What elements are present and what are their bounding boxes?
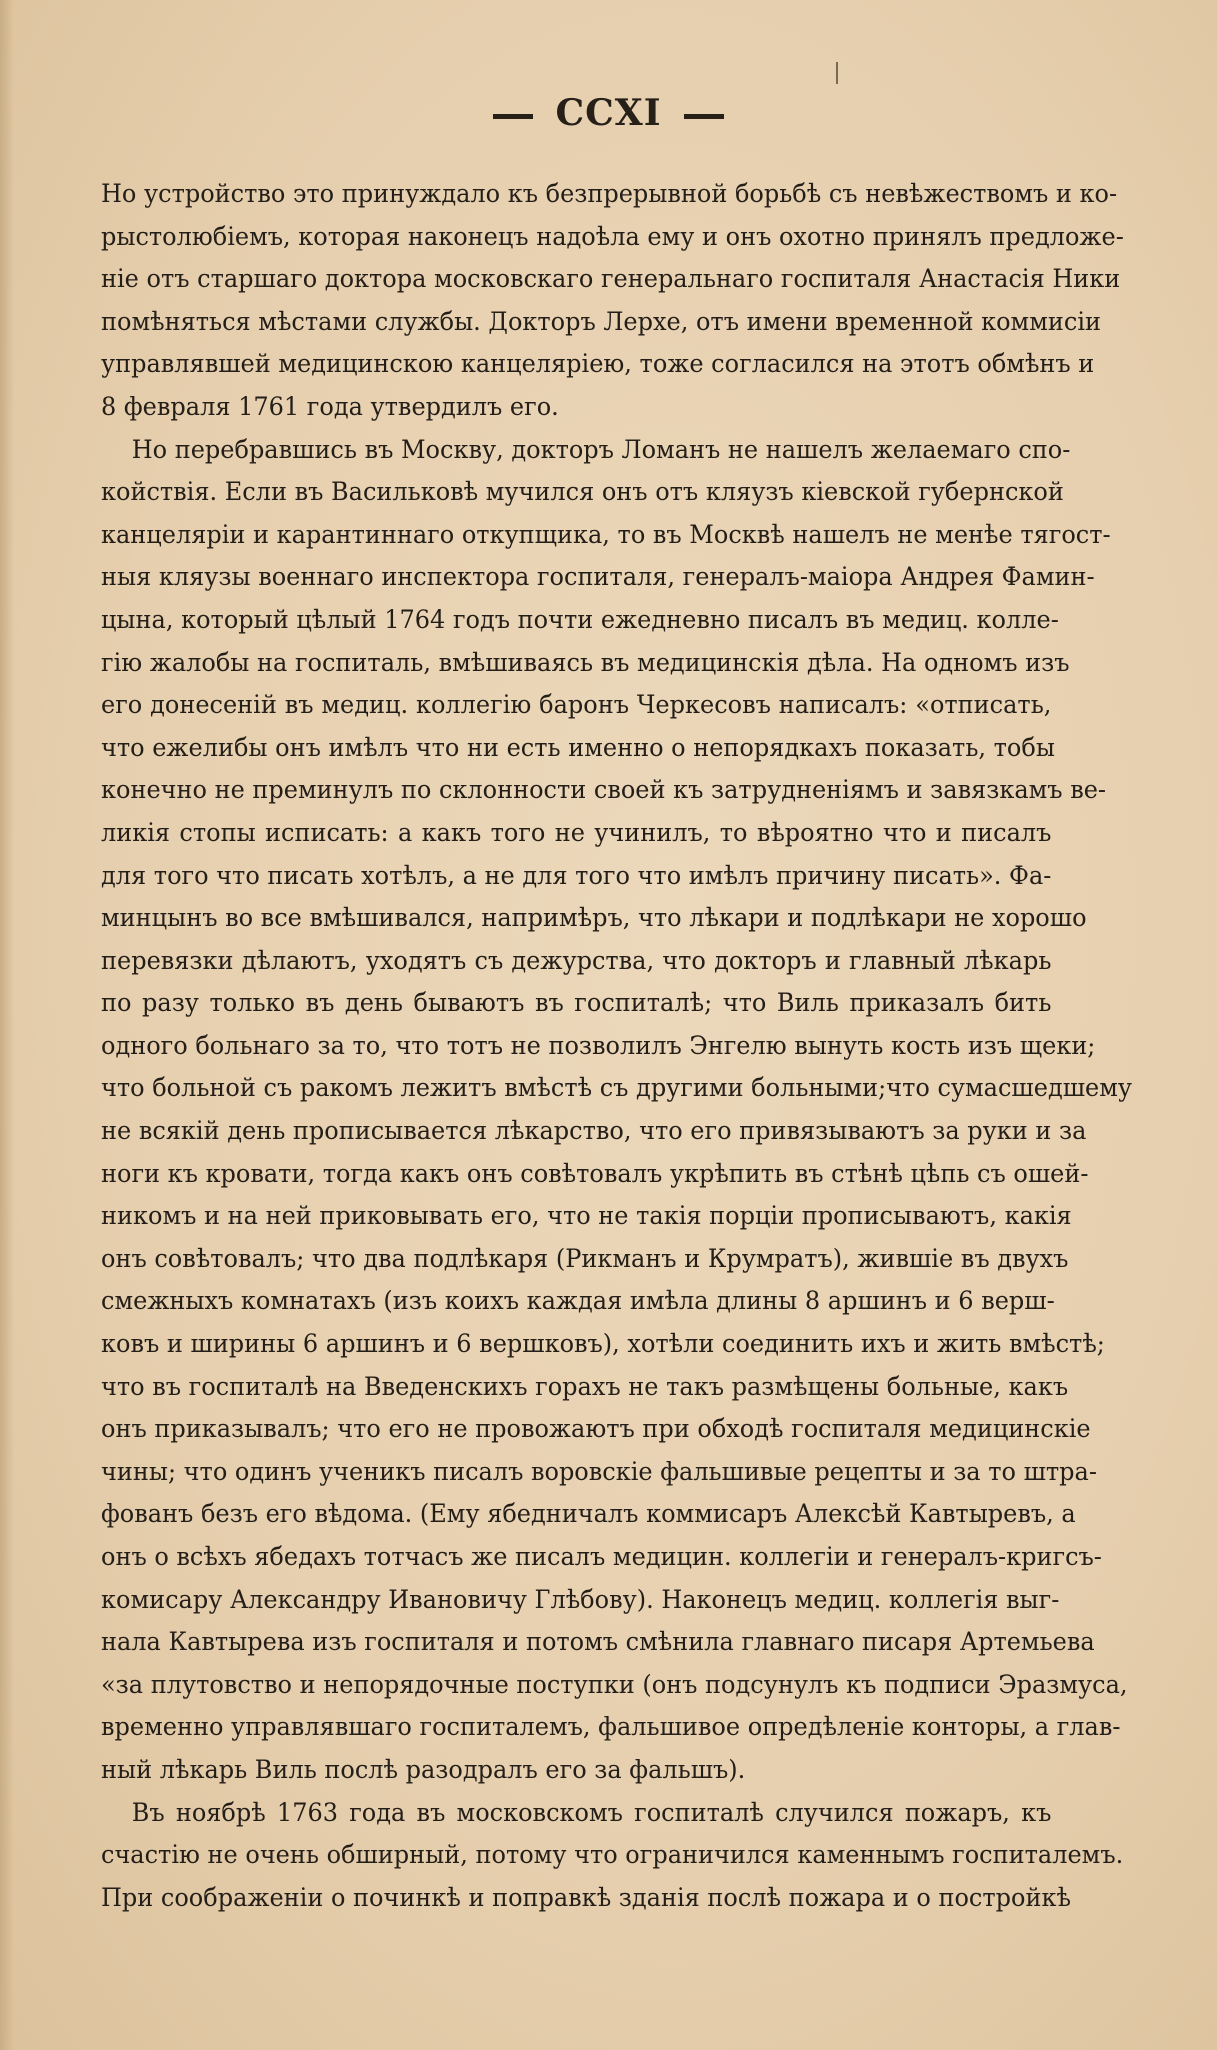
text-line: одного больнаго за то, что тотъ не позволилъ Энгелю вынуть кость изъ щеки;: [101, 1030, 1096, 1060]
body-text: [101, 173, 1133, 1919]
text-line: конечно не преминулъ по склонности своей къ затрудненіямъ и завязкамъ ве-: [101, 775, 1107, 805]
text-line: ныя кляузы военнаго инспектора госпиталя, генералъ-маіора Андрея Фамин-: [101, 562, 1095, 592]
header-dash-left: [493, 114, 533, 119]
text-line: онъ совѣтовалъ; что два подлѣкаря (Рикманъ и Крумратъ), жившіе въ двухъ: [101, 1243, 1069, 1273]
text-line: 8 февраля 1761 года утвердилъ его.: [101, 391, 559, 421]
print-mark: [836, 62, 838, 84]
text-line: что въ госпиталѣ на Введенскихъ горахъ не такъ размѣщены больные, какъ: [101, 1371, 1069, 1401]
text-line: ный лѣкарь Виль послѣ разодралъ его за фальшъ).: [101, 1754, 746, 1784]
text-line: ніе отъ старшаго доктора московскаго генеральнаго госпиталя Анастасія Ники: [101, 264, 1121, 294]
text-line: не всякій день прописывается лѣкарство, что его привязываютъ за руки и за: [101, 1116, 1087, 1146]
text-line: по разу только въ день бываютъ въ госпиталѣ; что Виль приказалъ бить: [101, 988, 1052, 1018]
text-line: Но перебравшись въ Москву, докторъ Ломанъ не нашелъ желаемаго спо-: [131, 434, 1071, 464]
text-line: нала Кавтырева изъ госпиталя и потомъ смѣнила главнаго писаря Артемьева: [101, 1627, 1095, 1657]
text-line: помѣняться мѣстами службы. Докторъ Лерхе, отъ имени временной коммисіи: [101, 306, 1102, 336]
text-line: цына, который цѣлый 1764 годъ почти ежедневно писалъ въ медиц. колле-: [101, 604, 1059, 634]
header-dash-right: [684, 114, 724, 119]
text-line: временно управлявшаго госпиталемъ, фальшивое опредѣленіе конторы, а глав-: [101, 1712, 1121, 1742]
text-line: «за плутовство и непорядочные поступки (онъ подсунулъ къ подписи Эразмуса,: [101, 1669, 1128, 1699]
text-line: При соображеніи о починкѣ и поправкѣ зданія послѣ пожара и о постройкѣ: [101, 1882, 1071, 1912]
text-line: Въ ноябрѣ 1763 года въ московскомъ госпиталѣ случился пожаръ, къ: [131, 1797, 1052, 1827]
running-head: [0, 92, 1217, 134]
text-line: фованъ безъ его вѣдома. (Ему ябедничалъ коммисаръ Алексѣй Кавтыревъ, а: [101, 1499, 1076, 1529]
text-line: никомъ и на ней приковывать его, что не такія порціи прописываютъ, какія: [101, 1201, 1072, 1231]
text-line: перевязки дѣлаютъ, уходятъ съ дежурства, что докторъ и главный лѣкарь: [101, 945, 1052, 975]
text-line: минцынъ во все вмѣшивался, напримѣръ, что лѣкари и подлѣкари не хорошо: [101, 903, 1087, 933]
text-line: рыстолюбіемъ, которая наконецъ надоѣла ему и онъ охотно принялъ предложе-: [101, 221, 1124, 251]
text-line: ковъ и ширины 6 аршинъ и 6 вершковъ), хотѣли соединить ихъ и жить вмѣстѣ;: [101, 1329, 1105, 1359]
text-line: управлявшей медицинскою канцеляріею, тоже согласился на этотъ обмѣнъ и: [101, 349, 1095, 379]
text-line: Но устройство это принуждало къ безпрерывной борьбѣ съ невѣжествомъ и ко-: [101, 179, 1118, 208]
text-line: ноги къ кровати, тогда какъ онъ совѣтовалъ укрѣпить въ стѣнѣ цѣпь съ ошей-: [101, 1158, 1089, 1188]
text-line: для того что писать хотѣлъ, а не для того что имѣлъ причину писать». Фа-: [101, 860, 1052, 890]
text-line: койствія. Если въ Васильковѣ мучился онъ отъ кляузъ кіевской губернской: [101, 477, 1064, 507]
text-line: канцеляріи и карантиннаго откупщика, то въ Москвѣ нашелъ не менѣе тягост-: [101, 519, 1111, 549]
text-line: ликія стопы исписать: а какъ того не учинилъ, то вѣроятно что и писалъ: [101, 817, 1052, 847]
page-number: CCXI: [555, 92, 662, 134]
text-line: его донесеній въ медиц. коллегію баронъ Черкесовъ написалъ: «отписать,: [101, 690, 1052, 720]
text-line: что больной съ ракомъ лежитъ вмѣстѣ съ другими больными;что сумасшедшему: [101, 1073, 1133, 1103]
page-edge-shadow: [0, 0, 14, 2050]
text-line: счастію не очень обширный, потому что ограничился каменнымъ госпиталемъ.: [101, 1840, 1124, 1870]
text-line: что ежелибы онъ имѣлъ что ни есть именно о непорядкахъ показать, тобы: [101, 732, 1055, 762]
text-line: онъ о всѣхъ ябедахъ тотчасъ же писалъ медицин. коллегіи и генералъ-кригсъ-: [101, 1542, 1102, 1571]
text-line: гію жалобы на госпиталь, вмѣшиваясь въ медицинскія дѣла. На одномъ изъ: [101, 647, 1070, 677]
text-line: чины; что одинъ ученикъ писалъ воровскіе фальшивые рецепты и за то штра-: [101, 1456, 1097, 1486]
text-line: смежныхъ комнатахъ (изъ коихъ каждая имѣла длины 8 аршинъ и 6 верш-: [101, 1286, 1055, 1316]
text-line: комисару Александру Ивановичу Глѣбову). Наконецъ медиц. коллегія выг-: [101, 1584, 1060, 1614]
text-line: онъ приказывалъ; что его не провожаютъ при обходѣ госпиталя медицинскіе: [101, 1414, 1091, 1444]
